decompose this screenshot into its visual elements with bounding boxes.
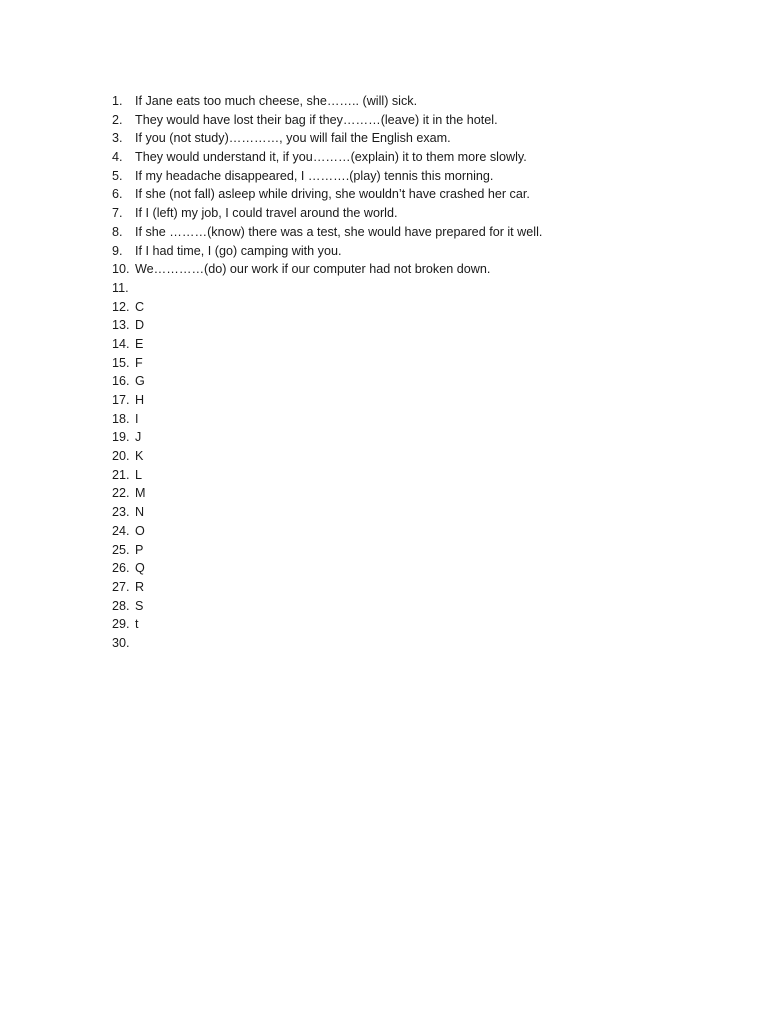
numbered-list <box>112 92 542 653</box>
list-item-text: R <box>135 579 145 594</box>
list-item-text: They would have lost their bag if they………(leave) it in the hotel. <box>135 112 498 127</box>
list-item <box>112 522 542 541</box>
list-item <box>112 92 542 111</box>
list-item-text: If I had time, I (go) camping with you. <box>135 243 342 258</box>
list-item-number: 19. <box>112 430 130 445</box>
list-item-number: 27. <box>112 579 130 594</box>
list-item-text: We…………(do) our work if our computer had not broken down. <box>135 262 491 277</box>
list-item <box>112 559 542 578</box>
list-item-number: 6. <box>112 187 123 202</box>
list-item <box>112 167 542 186</box>
list-item-number: 23. <box>112 505 130 520</box>
list-item <box>112 242 542 261</box>
list-item-number: 1. <box>112 94 123 108</box>
list-item-text: If she ………(know) there was a test, she would have prepared for it well. <box>135 224 543 239</box>
list-item <box>112 111 542 130</box>
list-item-number: 29. <box>112 617 130 632</box>
list-item <box>112 428 542 447</box>
list-item <box>112 260 542 279</box>
list-item <box>112 541 542 560</box>
list-item <box>112 316 542 335</box>
list-item <box>112 634 542 653</box>
list-item-text: L <box>135 467 143 482</box>
list-item-text: If Jane eats too much cheese, she…….. (will) sick. <box>135 94 418 108</box>
list-item-number: 18. <box>112 411 130 426</box>
list-item <box>112 372 542 391</box>
list-item <box>112 279 542 298</box>
list-item-number: 16. <box>112 374 130 389</box>
list-item-text: P <box>135 542 144 557</box>
list-item <box>112 204 542 223</box>
list-item-text: I <box>135 411 139 426</box>
list-item-number: 7. <box>112 206 123 221</box>
list-item-text: Q <box>135 561 145 576</box>
list-item-text: If my headache disappeared, I ……….(play) tennis this morning. <box>135 168 494 183</box>
list-item <box>112 335 542 354</box>
list-item-number: 11. <box>112 280 129 295</box>
list-item-text: O <box>135 523 145 538</box>
list-item-number: 20. <box>112 449 130 464</box>
list-item-number: 5. <box>112 168 123 183</box>
list-item-number: 13. <box>112 318 130 333</box>
list-item <box>112 298 542 317</box>
list-item-text: If she (not fall) asleep while driving, she wouldn’t have crashed her car. <box>135 187 530 202</box>
list-item <box>112 578 542 597</box>
list-item-text: N <box>135 505 145 520</box>
list-item <box>112 185 542 204</box>
list-item-number: 17. <box>112 393 130 407</box>
list-item-number: 4. <box>112 150 123 165</box>
list-item-number: 21. <box>112 467 130 482</box>
list-item-text: If I (left) my job, I could travel around the world. <box>135 206 398 221</box>
list-item <box>112 129 542 148</box>
list-item-number: 25. <box>112 542 130 557</box>
list-item-text: They would understand it, if you………(explain) it to them more slowly. <box>135 150 527 165</box>
list-item-number: 12. <box>112 299 130 314</box>
list-item-text: t <box>135 617 139 632</box>
list-item-number: 2. <box>112 112 123 127</box>
list-item <box>112 597 542 616</box>
list-item-text: D <box>135 318 145 333</box>
list-item-number: 30. <box>112 635 130 650</box>
list-item <box>112 615 542 634</box>
list-item-number: 24. <box>112 523 130 538</box>
list-item-text: If you (not study)…………, you will fail the English exam. <box>135 131 451 146</box>
list-item-number: 26. <box>112 561 130 576</box>
list-item-text: M <box>135 486 146 501</box>
list-item-number: 14. <box>112 336 130 351</box>
list-item <box>112 447 542 466</box>
list-item-number: 15. <box>112 355 130 370</box>
list-item-text: K <box>135 449 144 464</box>
list-item-text: F <box>135 355 143 370</box>
list-item-number: 28. <box>112 598 130 613</box>
list-item <box>112 466 542 485</box>
list-item-number: 9. <box>112 243 123 258</box>
list-item-text: S <box>135 598 144 613</box>
list-item-text: J <box>135 430 142 445</box>
list-item-text: E <box>135 336 144 351</box>
list-item <box>112 148 542 167</box>
list-item-text: G <box>135 374 145 389</box>
list-item-number: 3. <box>112 131 123 146</box>
list-item <box>112 410 542 429</box>
list-item <box>112 223 542 242</box>
list-item <box>112 354 542 373</box>
list-item-number: 22. <box>112 486 130 501</box>
list-item <box>112 484 542 503</box>
list-item-number: 10. <box>112 262 130 277</box>
list-item-text: C <box>135 299 145 314</box>
list-item-number: 8. <box>112 224 123 239</box>
list-item <box>112 503 542 522</box>
list-item-text: H <box>135 393 145 407</box>
list-item <box>112 391 542 410</box>
